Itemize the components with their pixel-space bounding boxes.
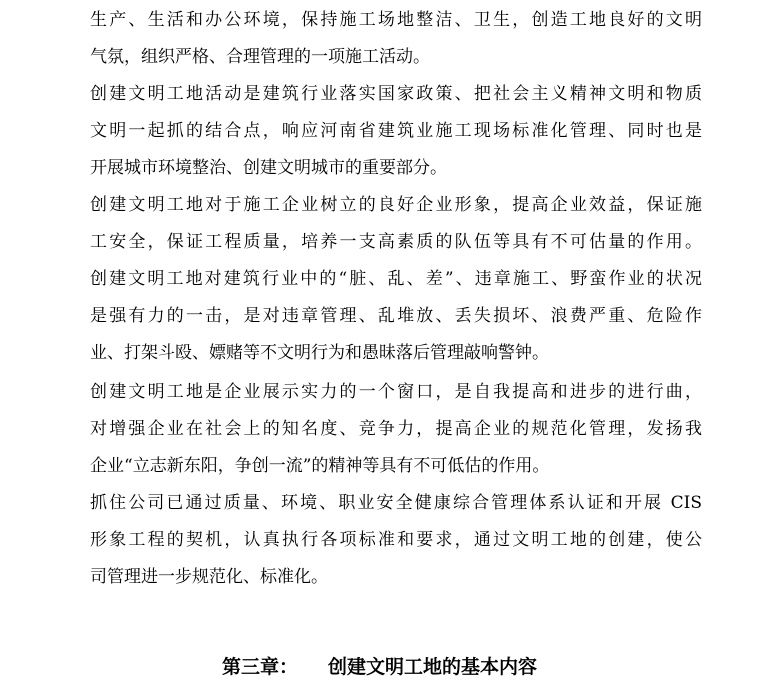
paragraph-line: 文明一起抓的结合点，响应河南省建筑业施工现场标准化管理、同时也是 [90,121,702,141]
paragraph-line: 工安全，保证工程质量，培养一支高素质的队伍等具有不可估量的作用。 [90,232,702,252]
paragraph-line: 创建文明工地是企业展示实力的一个窗口，是自我提高和进步的进行曲， [90,382,702,402]
paragraph-line: 是强有力的一击，是对违章管理、乱堆放、丢失损坏、浪费严重、危险作 [90,306,702,326]
paragraph-line: 气氛，组织严格、合理管理的一项施工活动。 [90,47,430,67]
paragraph-line: 开展城市环境整治、创建文明城市的重要部分。 [90,158,447,178]
paragraph-line: 抓住公司已通过质量、环境、职业安全健康综合管理体系认证和开展 CIS [90,493,702,513]
paragraph-line: 创建文明工地对建筑行业中的“脏、乱、差”、违章施工、野蛮作业的状况 [90,269,702,289]
chapter-number: 第三章： [222,656,299,678]
chapter-heading [222,652,537,682]
paragraph-line: 生产、生活和办公环境，保持施工场地整洁、卫生，创造工地良好的文明 [90,10,702,30]
paragraph-line: 对增强企业在社会上的知名度、竞争力，提高企业的规范化管理，发扬我 [90,419,702,439]
chapter-title: 创建文明工地的基本内容 [328,656,538,678]
paragraph-line: 创建文明工地活动是建筑行业落实国家政策、把社会主义精神文明和物质 [90,84,702,104]
paragraph-line: 企业“立志新东阳，争创一流”的精神等具有不可低估的作用。 [90,456,550,476]
paragraph-line: 形象工程的契机，认真执行各项标准和要求，通过文明工地的创建，使公 [90,530,702,550]
paragraph-line: 创建文明工地对于施工企业树立的良好企业形象，提高企业效益，保证施 [90,195,702,215]
paragraph-line: 业、打架斗殴、嫖赌等不文明行为和愚昧落后管理敲响警钟。 [90,343,549,363]
paragraph-line: 司管理进一步规范化、标准化。 [90,567,328,587]
